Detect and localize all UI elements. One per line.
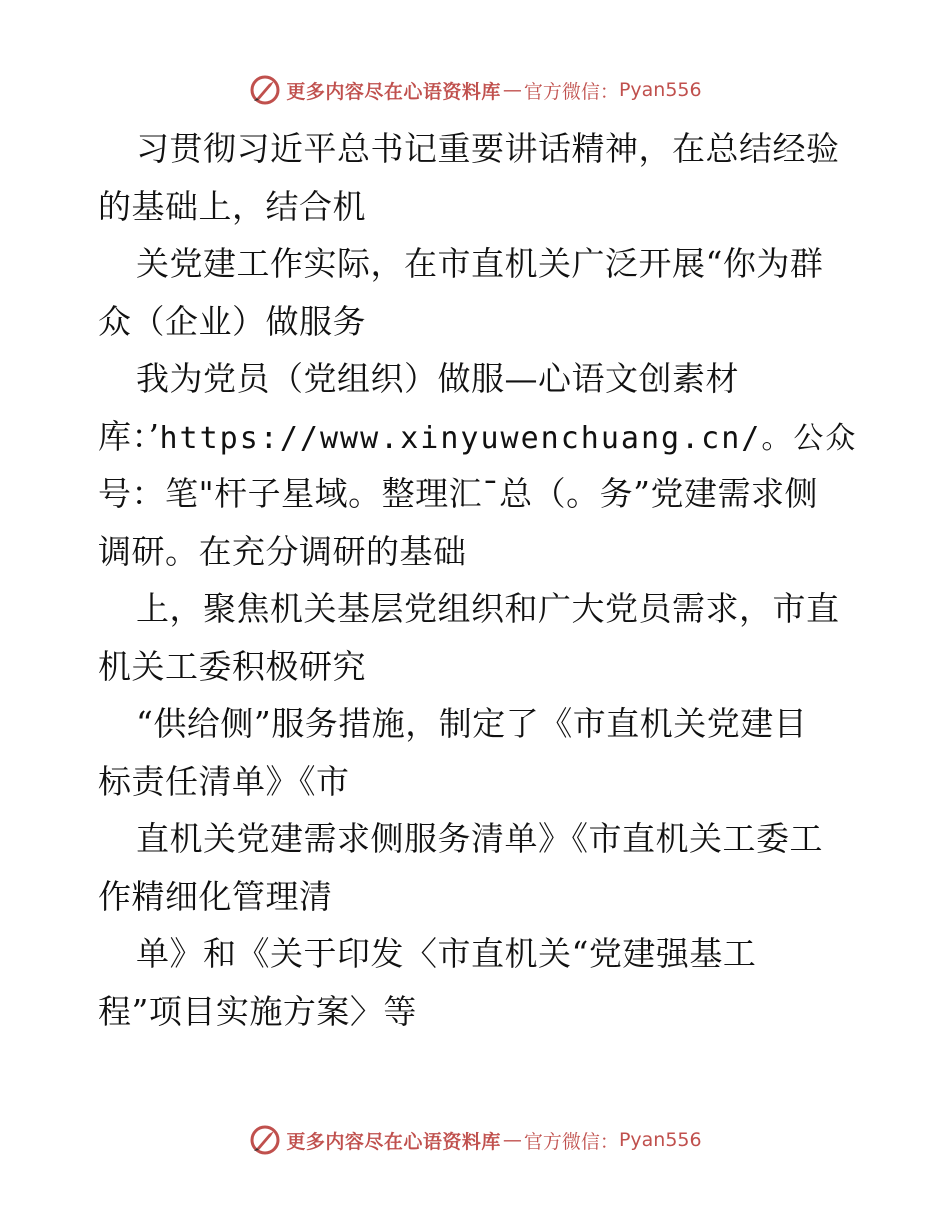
footer-banner [0,1120,950,1160]
body-line: 单》和《关于印发〈市直机关“党建强基工 [136,934,757,973]
banner-wechat-id: Pyan556 [618,79,702,101]
body-line: 机关工委积极研究 [98,646,366,686]
document-body [98,120,878,1040]
banner-separator: — [502,1129,522,1151]
body-line: 程”项目实施方案〉等 [98,991,417,1031]
body-line: 上，聚焦机关基层党组织和广大党员需求，市直 [136,589,840,628]
banner-site-text: 更多内容尽在心语资料库 [286,1130,501,1153]
url-text: https://www.xinyuwenchuang.cn/。公众 [159,420,858,456]
banner-separator: — [502,79,522,101]
banner-site-text: 更多内容尽在心语资料库 [286,80,501,103]
body-line: 关党建工作实际，在市直机关广泛开展“你为群 [136,244,824,283]
header-banner [0,70,950,110]
body-line-url [98,408,878,466]
body-line: 作精细化管理清 [98,876,333,916]
body-line: 的基础上，结合机 [98,186,366,226]
banner-wechat-id: Pyan556 [618,1129,702,1151]
body-line: 调研。在充分调研的基础 [98,531,467,571]
body-line: 习贯彻习近平总书记重要讲话精神，在总结经验 [136,129,840,168]
body-line: 号：笔"杆子星域。整理汇¯总（。务”党建需求侧 [98,474,819,513]
pen-nib-circle-icon [248,1123,282,1157]
body-line: 众（企业）做服务 [98,301,366,341]
body-line: 标责任清单》《市 [98,761,350,801]
pen-nib-circle-icon [248,73,282,107]
banner-wechat-label: 官方微信： [523,80,619,103]
banner-wechat-label: 官方微信： [523,1130,619,1153]
body-line: “供给侧”服务措施，制定了《市直机关党建目 [136,704,808,743]
body-line: 直机关党建需求侧服务清单》《市直机关工委工 [136,819,823,858]
url-prefix: 库：’ [98,416,160,456]
body-line: 我为党员（党组织）做服—心语文创素材 [136,359,739,398]
